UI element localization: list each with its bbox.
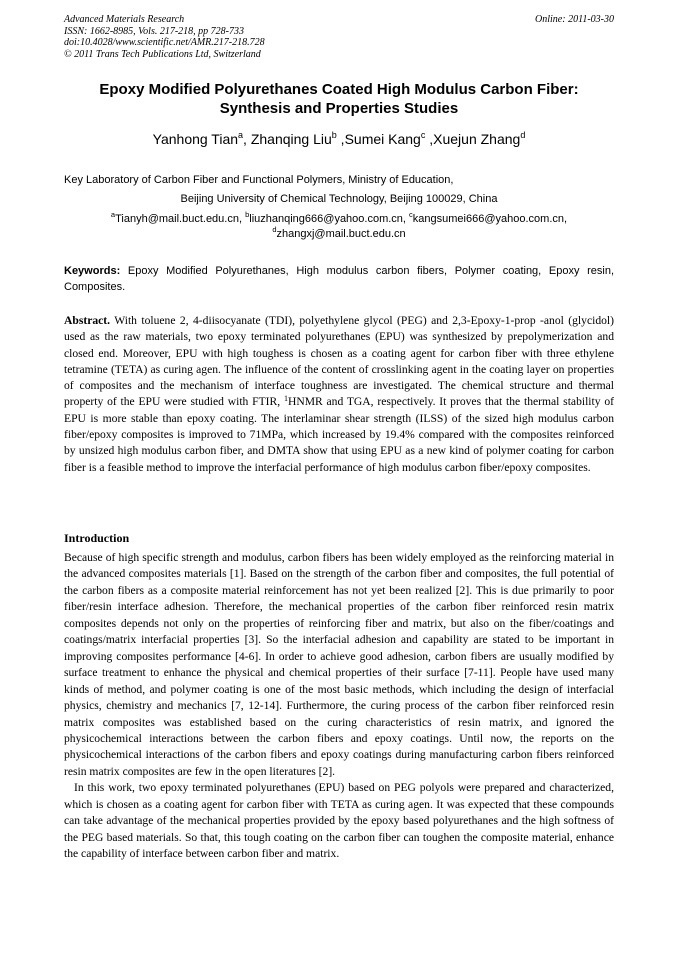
email-address[interactable]: Tianyh@mail.buct.edu.cn [115, 213, 239, 225]
affiliation-line-2: Beijing University of Chemical Technology, Beijing 100029, China [180, 193, 498, 205]
doi-line: doi:10.4028/www.scientific.net/AMR.217-218.728 [64, 37, 265, 48]
affiliation-line-1: Key Laboratory of Carbon Fiber and Functional Polymers, Ministry of Education, [64, 174, 454, 186]
email-sep: , [402, 213, 410, 225]
email-sup: c [409, 210, 413, 219]
online-date: Online: 2011-03-30 [535, 14, 614, 25]
author-name: Zhanqing Liu [250, 131, 332, 147]
intro-paragraph-1: Because of high specific strength and modulus, carbon fibers has been widely employed as the reinforcing material in the advanced composites materials [1]. Based on the strength of the carbon fiber and composites, the full potential of the carbon fibers as a composite material reinforcement has not yet been realized [2]. This is due primarily to poor fiber/resin interface adhesion. Therefore, the mechanical properties of the carbon fiber reinforced resin matrix composites depends not only on the properties of reinforcing fiber and matrix, but also on the fiber/coatings and coatings/matrix interfacial properties [3]. So the interfacial adhesion and capability are stated to be important in improving composites performance [4-6]. In order to achieve good adhesion, carbon fibers are usually modified by surface treatment to enhance the physical and chemical properties of their surface [7-11]. People have used many kinds of method, and polymer coating is one of the most basic methods, which including the design of interfacial physics, chemistry and mechanics [7, 12-14]. Furthermore, the curing process of the carbon fiber reinforced resin matrix composites was established based on the curing characteristics of resin matrix, and ignored the physicochemical interactions between the carbon fibers and epoxy coatings. Until now, the reports on the physicochemical interactions of the carbon fibers and epoxy coatings during manufacturing carbon fibers reinforced resin matrix composites are few in the open literatures [2]. [64, 551, 614, 778]
abstract-label: Abstract. [64, 314, 111, 327]
title-line-2: Synthesis and Properties Studies [219, 100, 459, 117]
author-list [64, 130, 614, 148]
paper-title [64, 80, 614, 118]
abstract-block [64, 313, 614, 476]
abstract-text: With toluene 2, 4-diisocyanate (TDI), polyethylene glycol (PEG) and 2,3-Epoxy-1-prop -anol (glycidol) used as the raw materials, two epoxy terminated polyurethanes (EPU) was synthesized by prepolymerization and closed end. Moreover, EPU with high toughess is chosen as a coating agent for carbon fiber with three ethylene tetramine (TETA) as curing agen. The influence of the content of crosslinking agent in the coating layer on properties of composites and the mechanism of interface toughness are investigated. The chemical structure and thermal property of the EPU were studied with FTIR, [64, 314, 614, 409]
author-sup: c [420, 130, 426, 140]
email-sup: a [110, 210, 116, 219]
abstract-text-continued: HNMR and TGA, respectively. It proves that the thermal stability of EPU is more stable than epoxy coating. The interlaminar shear strength (ILSS) of the sized high modulus carbon fiber/epoxy composites is improved to 71MPa, which increased by 19.4% compared with the composites reinforced by unsized high modulus carbon fiber, and DMTA show that using EPU as a new kind of polymer coating for carbon fiber is a feasible method to improve the interfacial performance of high modulus carbon fiber/epoxy composites. [64, 395, 614, 474]
author-sep: , [243, 131, 251, 147]
introduction-heading: Introduction [64, 531, 130, 545]
email-address[interactable]: zhangxj@mail.buct.edu.cn [276, 228, 406, 240]
journal-name: Advanced Materials Research [64, 14, 185, 25]
title-line-1: Epoxy Modified Polyurethanes Coated High Modulus Carbon Fiber: [99, 81, 579, 98]
author-name: Xuejun Zhang [433, 131, 521, 147]
issn-line: ISSN: 1662-8985, Vols. 217-218, pp 728-733 [64, 25, 244, 37]
email-list [64, 212, 614, 242]
author-sep: , [336, 131, 345, 147]
keywords-text: Epoxy Modified Polyurethanes, High modulus carbon fibers, Polymer coating, Epoxy resin, Composites. [64, 265, 614, 293]
journal-header [64, 14, 614, 60]
intro-paragraph-2: In this work, two epoxy terminated polyurethanes (EPU) based on PEG polyols were prepared and characterized, which is chosen as a coating agent for carbon fiber with TETA as curing agen. It was expected that these compounds can take advantage of the mechanical properties provided by the epoxy based polyurethanes and the high softness of the PEG based materials. So that, this tough coating on the carbon fiber can toughen the composite material, enhance the capability of interface between carbon fiber and matrix. [64, 781, 614, 861]
keywords-label: Keywords: [64, 265, 121, 277]
copyright-line: © 2011 Trans Tech Publications Ltd, Switzerland [64, 48, 261, 60]
author-name: Yanhong Tian [152, 131, 239, 147]
author-sup: d [520, 130, 526, 140]
email-sup: d [272, 225, 277, 234]
email-address[interactable]: liuzhanqing666@yahoo.com.cn [249, 213, 403, 225]
author-sup: a [238, 130, 244, 140]
abstract-sup: 1 [283, 394, 288, 404]
email-address[interactable]: kangsumei666@yahoo.com.cn [412, 213, 564, 225]
email-sep: , [564, 213, 568, 225]
author-sup: b [331, 130, 337, 140]
keywords-block [64, 263, 614, 295]
email-sup: b [245, 210, 250, 219]
author-sep: , [425, 131, 434, 147]
email-sep: , [238, 213, 246, 225]
introduction-body [64, 550, 614, 863]
author-name: Sumei Kang [344, 131, 421, 147]
